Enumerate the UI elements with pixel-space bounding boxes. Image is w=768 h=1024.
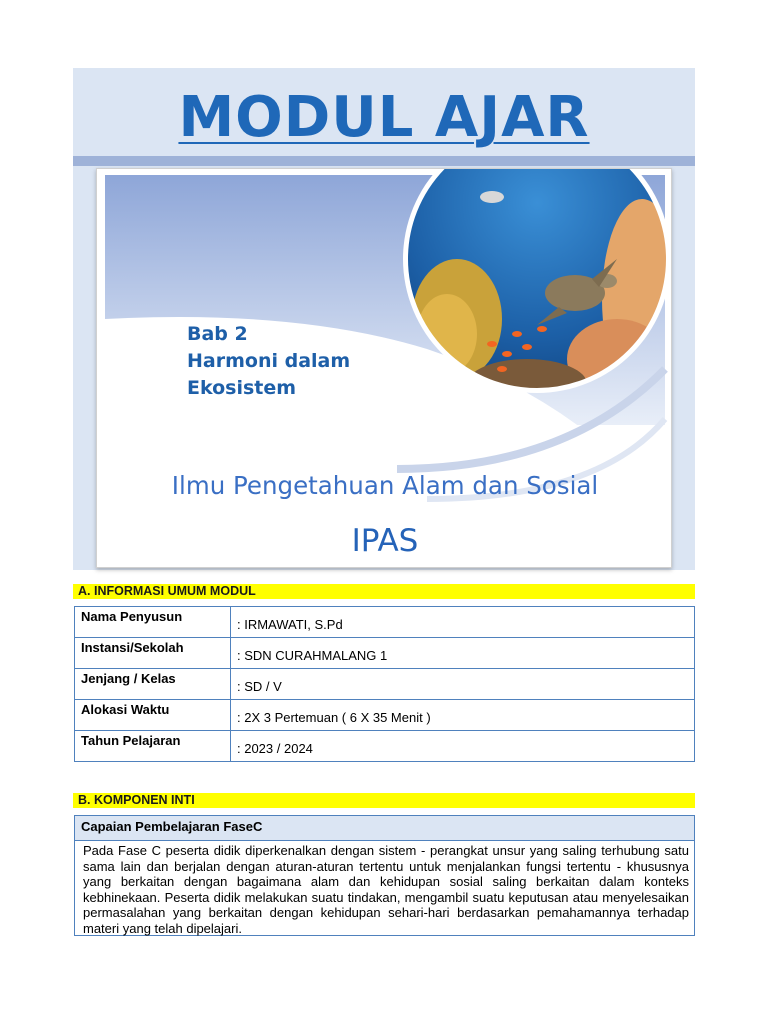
row-value: : SDN CURAHMALANG 1 (231, 638, 695, 669)
capaian-title: Capaian Pembelajaran FaseC (75, 816, 694, 841)
row-label: Jenjang / Kelas (75, 669, 231, 700)
table-row (75, 607, 695, 638)
row-value: : 2X 3 Pertemuan ( 6 X 35 Menit ) (231, 700, 695, 731)
capaian-box (74, 815, 695, 936)
chapter-title (187, 321, 350, 402)
table-row (75, 669, 695, 700)
cover-card (96, 168, 672, 568)
cover-illustration (97, 169, 672, 568)
table-row (75, 638, 695, 669)
subject-abbreviation: IPAS (351, 523, 419, 559)
row-label: Instansi/Sekolah (75, 638, 231, 669)
page-title: MODUL AJAR (178, 85, 590, 150)
info-table (74, 606, 695, 762)
row-label: Alokasi Waktu (75, 700, 231, 731)
row-label: Tahun Pelajaran (75, 731, 231, 762)
title-band (73, 68, 695, 156)
section-b-heading: B. KOMPONEN INTI (73, 793, 695, 808)
capaian-text: Pada Fase C peserta didik diperkenalkan dengan sistem - perangkat unsur yang saling terhubung satu sama lain dan berjalan dengan aturan-aturan tertentu untuk menjalankan fungsi tertentu - khususnya yang berkaitan dengan bagaimana alam dan kehidupan sosial saling berkaitan dalam konteks kebhinekaan. Peserta didik melakukan suatu tindakan, mengambil suatu keputusan atau menyelesaikan permasalahan yang berkaitan dengan kehidupan sehari-hari berdasarkan pemahamannya terhadap materi yang telah dipelajari. (83, 843, 689, 936)
title-divider (73, 156, 695, 166)
row-value: : IRMAWATI, S.Pd (231, 607, 695, 638)
subject-title: Ilmu Pengetahuan Alam dan Sosial (171, 471, 599, 500)
chapter-name-line2: Ekosistem (187, 377, 297, 399)
section-a-heading: A. INFORMASI UMUM MODUL (73, 584, 695, 599)
row-value: : SD / V (231, 669, 695, 700)
table-row (75, 700, 695, 731)
table-row (75, 731, 695, 762)
chapter-name-line1: Harmoni dalam (187, 350, 351, 372)
row-value: : 2023 / 2024 (231, 731, 695, 762)
chapter-number: Bab 2 (187, 323, 248, 345)
row-label: Nama Penyusun (75, 607, 231, 638)
